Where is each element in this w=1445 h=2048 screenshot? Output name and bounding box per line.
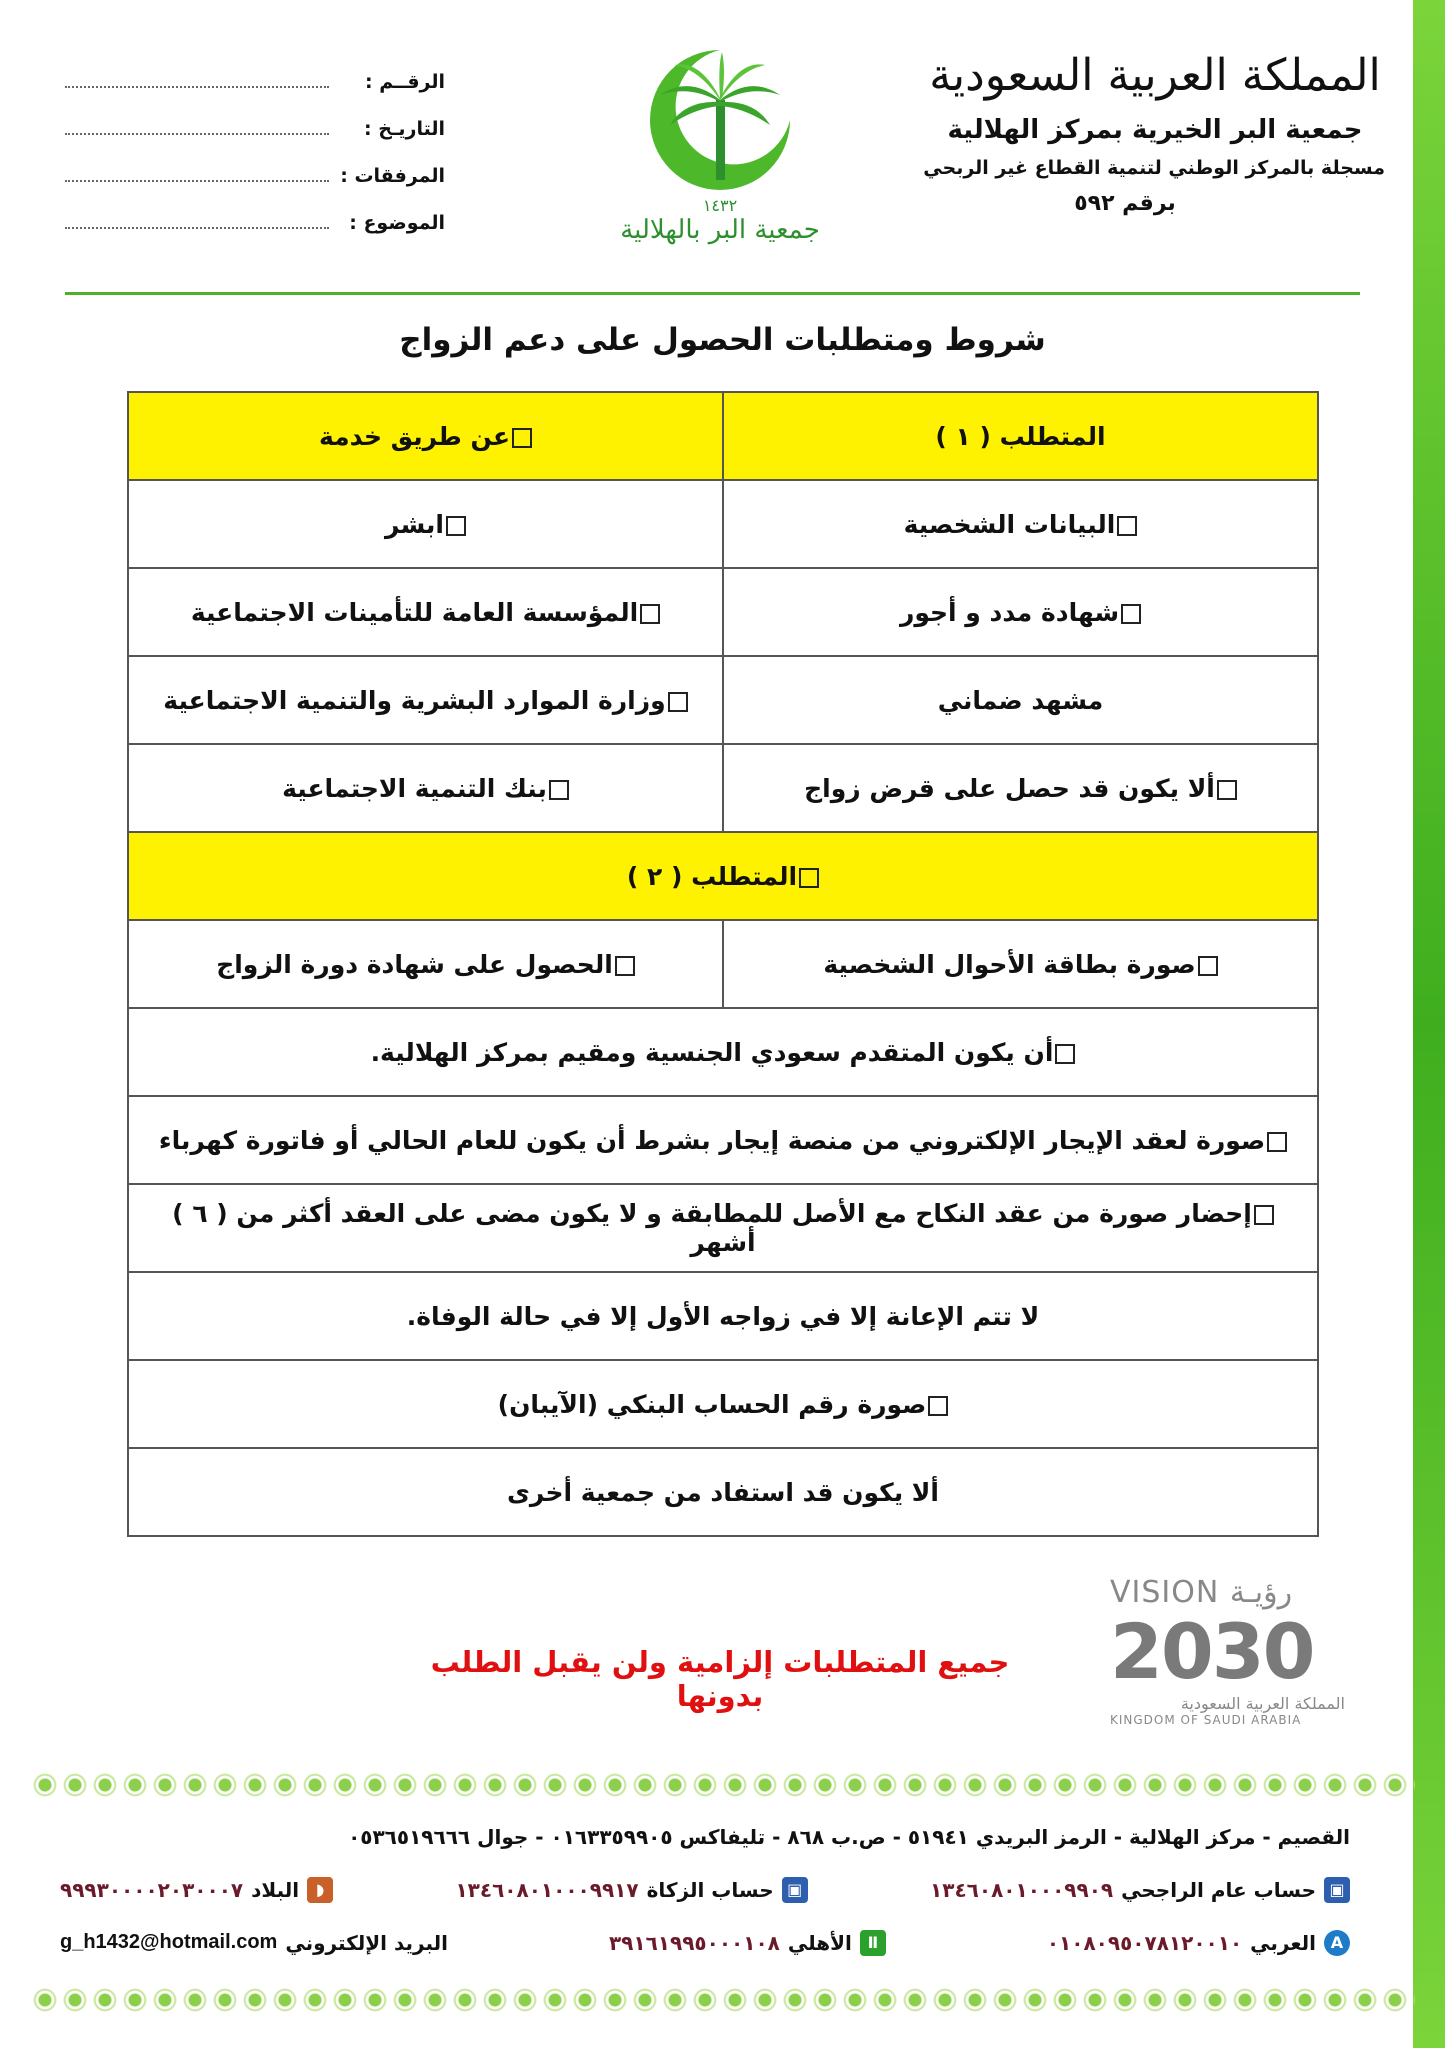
bank-arabi — [1047, 1930, 1350, 1956]
bank-bilad-label: البلاد — [251, 1877, 300, 1902]
bank-ahli — [609, 1930, 886, 1956]
checkbox-icon — [549, 780, 569, 800]
meta-date-row — [65, 117, 445, 164]
requirements-table — [127, 391, 1319, 1537]
checkbox-icon — [1121, 604, 1141, 624]
kingdom-title: المملكة العربية السعودية — [929, 50, 1381, 101]
email-block — [60, 1931, 448, 1955]
meta-date-label: التاريـخ : — [363, 118, 445, 140]
contact-banks-row — [60, 1863, 1350, 1916]
vision-2030-logo — [1110, 1575, 1360, 1727]
bank-arabi-label: العربي — [1250, 1930, 1316, 1955]
contact-footer — [60, 1810, 1350, 1969]
header-org-block — [865, 50, 1385, 216]
meta-attachments-row — [65, 164, 445, 211]
checkbox-icon — [928, 1396, 948, 1416]
document-title: شروط ومتطلبات الحصول على دعم الزواج — [399, 322, 1046, 358]
checkbox-icon — [512, 428, 532, 448]
vision-country-ar: المملكة العربية السعودية — [1180, 1694, 1345, 1713]
requirement-cell: مشهد ضماني — [723, 656, 1318, 744]
checkbox-icon — [615, 956, 635, 976]
meta-date-line — [65, 117, 329, 135]
registration-text: مسجلة بالمركز الوطني لتنمية القطاع غير الربحي — [923, 157, 1385, 179]
meta-attachments-line — [65, 164, 329, 182]
checkbox-icon — [1217, 780, 1237, 800]
requirement-cell: صورة بطاقة الأحوال الشخصية — [723, 920, 1318, 1008]
via-cell: وزارة الموارد البشرية والتنمية الاجتماعية — [128, 656, 723, 744]
table-row — [128, 1272, 1318, 1360]
table-row — [128, 1184, 1318, 1272]
email-address[interactable]: g_h1432@hotmail.com — [60, 1931, 278, 1953]
requirement-cell: لا تتم الإعانة إلا في زواجه الأول إلا في حالة الوفاة. — [128, 1272, 1318, 1360]
vision-year: 2030 — [1110, 1607, 1314, 1696]
logo-year: ١٤٣٢ — [702, 196, 738, 215]
decorative-border-bottom — [30, 1985, 1415, 2015]
header-meta-fields — [65, 70, 445, 258]
bank-icon: Ⅱ — [860, 1930, 886, 1956]
side-green-bar — [1413, 0, 1445, 2048]
meta-subject-label: الموضوع : — [349, 212, 445, 234]
bank-zakat-label: حساب الزكاة — [646, 1877, 774, 1902]
meta-number-row — [65, 70, 445, 117]
checkbox-icon — [1267, 1132, 1287, 1152]
table-header-row — [128, 392, 1318, 480]
bank-bilad — [60, 1877, 333, 1903]
registration-number: برقم ٥٩٢ — [1074, 191, 1176, 216]
table-row — [128, 656, 1318, 744]
email-label: البريد الإلكتروني — [285, 1930, 449, 1955]
bank-rajhi-number: ١٣٤٦٠٨٠١٠٠٠٩٩٠٩ — [930, 1877, 1114, 1902]
requirement-cell: ألا يكون قد استفاد من جمعية أخرى — [128, 1448, 1318, 1536]
meta-number-label: الرقــم : — [364, 71, 445, 93]
contact-address-row — [60, 1810, 1350, 1863]
checkbox-icon — [668, 692, 688, 712]
palm-crescent-icon — [640, 40, 800, 200]
via-service-header: عن طريق خدمة — [128, 392, 723, 480]
requirement-2-header-row — [128, 832, 1318, 920]
bank-zakat — [455, 1877, 807, 1903]
table-row — [128, 1360, 1318, 1448]
vision-country-en: KINGDOM OF SAUDI ARABIA — [1110, 1713, 1302, 1727]
bank-rajhi — [930, 1877, 1350, 1903]
bank-bilad-number: ٩٩٩٣٠٠٠٠٢٠٣٠٠٠٧ — [60, 1877, 244, 1902]
requirement-cell: شهادة مدد و أجور — [723, 568, 1318, 656]
requirement-cell: صورة رقم الحساب البنكي (الآيبان) — [128, 1360, 1318, 1448]
checkbox-icon — [1117, 516, 1137, 536]
org-logo — [600, 40, 840, 270]
mandatory-note: جميع المتطلبات إلزامية ولن يقبل الطلب بدونها — [430, 1645, 1010, 1713]
org-name: جمعية البر الخيرية بمركز الهلالية — [947, 115, 1363, 145]
header-divider — [65, 292, 1360, 295]
table-row — [128, 1008, 1318, 1096]
table-row — [128, 1096, 1318, 1184]
table-row — [128, 568, 1318, 656]
requirement-cell: صورة لعقد الإيجار الإلكتروني من منصة إيجار بشرط أن يكون للعام الحالي أو فاتورة كهرباء — [128, 1096, 1318, 1184]
bank-rajhi-label: حساب عام الراجحي — [1121, 1877, 1316, 1902]
meta-subject-line — [65, 211, 329, 229]
requirement-cell: ألا يكون قد حصل على قرض زواج — [723, 744, 1318, 832]
via-cell: المؤسسة العامة للتأمينات الاجتماعية — [128, 568, 723, 656]
vision-label: VISION رؤيـة — [1110, 1575, 1293, 1610]
bank-icon: ▣ — [782, 1877, 808, 1903]
decorative-border-top — [30, 1770, 1415, 1800]
requirement-cell: الحصول على شهادة دورة الزواج — [128, 920, 723, 1008]
contact-email-row — [60, 1916, 1350, 1969]
requirement-2-header: المتطلب ( ٢ ) — [128, 832, 1318, 920]
checkbox-icon — [640, 604, 660, 624]
bank-ahli-number: ٣٩١٦١٩٩٥٠٠٠١٠٨ — [608, 1930, 780, 1955]
requirement-1-header: المتطلب ( ١ ) — [723, 392, 1318, 480]
checkbox-icon — [1055, 1044, 1075, 1064]
requirement-cell: أن يكون المتقدم سعودي الجنسية ومقيم بمركز الهلالية. — [128, 1008, 1318, 1096]
bank-icon: ▣ — [1324, 1877, 1350, 1903]
bank-zakat-number: ١٣٤٦٠٨٠١٠٠٠٩٩١٧ — [455, 1877, 639, 1902]
checkbox-icon — [1254, 1205, 1274, 1225]
meta-number-line — [65, 70, 329, 88]
table-row — [128, 920, 1318, 1008]
contact-address: القصيم - مركز الهلالية - الرمز البريدي ٥١٩٤١ - ص.ب ٨٦٨ - تليفاكس ٠١٦٣٣٥٩٩٠٥ - جوال ٠٥٣٦٥١٩٦٦٦ — [348, 1824, 1350, 1849]
table-row — [128, 480, 1318, 568]
meta-subject-row — [65, 211, 445, 258]
table-row — [128, 744, 1318, 832]
checkbox-icon — [446, 516, 466, 536]
checkbox-icon — [799, 868, 819, 888]
via-cell: بنك التنمية الاجتماعية — [128, 744, 723, 832]
meta-attachments-label: المرفقات : — [340, 165, 445, 187]
bank-ahli-label: الأهلي — [787, 1930, 852, 1955]
bank-icon: A — [1324, 1930, 1350, 1956]
logo-text: جمعية البر بالهلالية — [620, 215, 820, 245]
checkbox-icon — [1198, 956, 1218, 976]
bank-icon: ◗ — [307, 1877, 333, 1903]
bank-arabi-number: ٠١٠٨٠٩٥٠٧٨١٢٠٠١٠ — [1046, 1930, 1243, 1955]
table-row — [128, 1448, 1318, 1536]
requirement-cell: البيانات الشخصية — [723, 480, 1318, 568]
via-cell: ابشر — [128, 480, 723, 568]
requirement-cell: إحضار صورة من عقد النكاح مع الأصل للمطابقة و لا يكون مضى على العقد أكثر من ( ٦ ) أشهر — [128, 1184, 1318, 1272]
